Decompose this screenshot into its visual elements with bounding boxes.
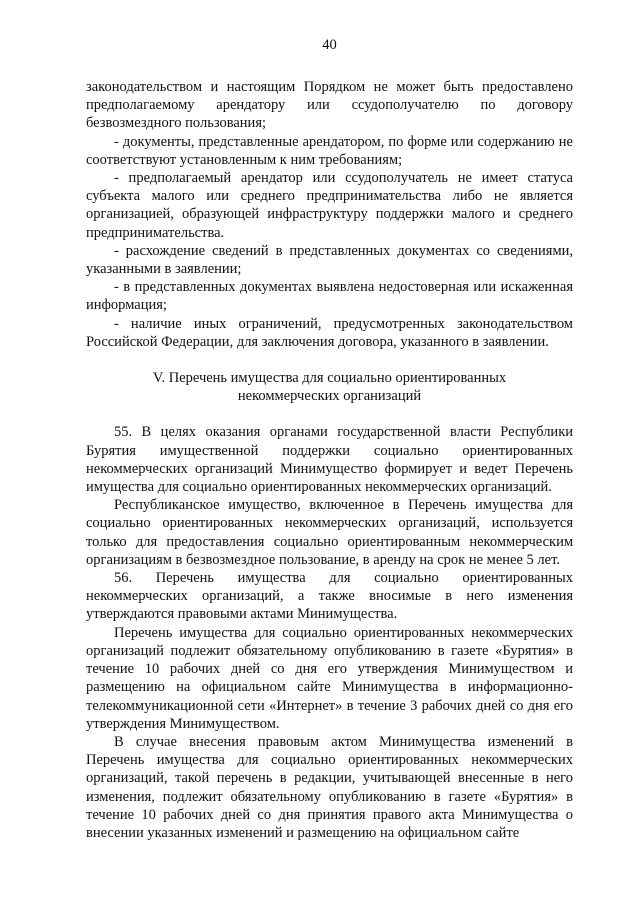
section-heading — [86, 369, 573, 405]
paragraph: - документы, представленные арендатором, по форме или содержанию не соответствуют установленным к ним требованиям; — [86, 133, 573, 168]
paragraph: Перечень имущества для социально ориентированных некоммерческих организаций подлежит обязательному опубликованию в газете «Бурятия» в течение 10 рабочих дней со дня его утверждения Минимуществом и размещению на официальном сайте Минимущества в информационно-телекоммуникационной сети «Интернет» в течение 3 рабочих дней со дня его утверждения Минимуществом. — [86, 624, 573, 732]
paragraph: - расхождение сведений в представленных документах со сведениями, указанными в заявлении; — [86, 242, 573, 278]
paragraph: В случае внесения правовым актом Минимущества изменений в Перечень имущества для социально ориентированных некоммерческих организаций, такой перечень в редакции, учитывающей внесенные в него изменения, подлежит обязательному опубликованию в газете «Бурятия» в течение 10 рабочих дней со дня принятия правого акта Минимущества о внесении указанных изменений и размещению на официальном сайте — [86, 733, 573, 841]
document-page — [86, 36, 573, 842]
page-number: 40 — [322, 37, 337, 53]
section-heading-line-2: некоммерческих организаций — [237, 388, 422, 405]
paragraph: Республиканское имущество, включенное в Перечень имущества для социально ориентированных некоммерческих организаций, используется только для предоставления социально ориентированным некоммерческим организациям в безвозмездное пользование, в аренду на срок не менее 5 лет. — [86, 497, 573, 568]
paragraphs-bottom — [86, 423, 573, 842]
paragraph: - предполагаемый арендатор или ссудополучатель не имеет статуса субъекта малого или среднего предпринимательства либо не является организацией, образующей инфраструктуру поддержки малого и среднего предпринимательства. — [86, 170, 573, 241]
paragraphs-top — [86, 78, 573, 351]
paragraph: законодательством и настоящим Порядком не может быть предоставлено предполагаемому арендатору или ссудополучателю по договору безвозмездного пользования; — [86, 79, 573, 132]
document-body — [86, 78, 573, 842]
paragraph: - наличие иных ограничений, предусмотренных законодательством Российской Федерации, для заключения договора, указанного в заявлении. — [86, 315, 573, 350]
paragraph: 56. Перечень имущества для социально ориентированных некоммерческих организаций, а также вносимые в него изменения утверждаются правовыми актами Минимущества. — [86, 570, 573, 623]
section-heading-line-1: V. Перечень имущества для социально ориентированных — [152, 370, 507, 387]
paragraph: 55. В целях оказания органами государственной власти Республики Бурятия имущественной поддержки социально ориентированных некоммерческих организаций Минимущество формирует и ведет Перечень имущества для социально ориентированных некоммерческих организаций. — [86, 424, 573, 496]
paragraph: - в представленных документах выявлена недостоверная или искаженная информация; — [86, 279, 573, 314]
